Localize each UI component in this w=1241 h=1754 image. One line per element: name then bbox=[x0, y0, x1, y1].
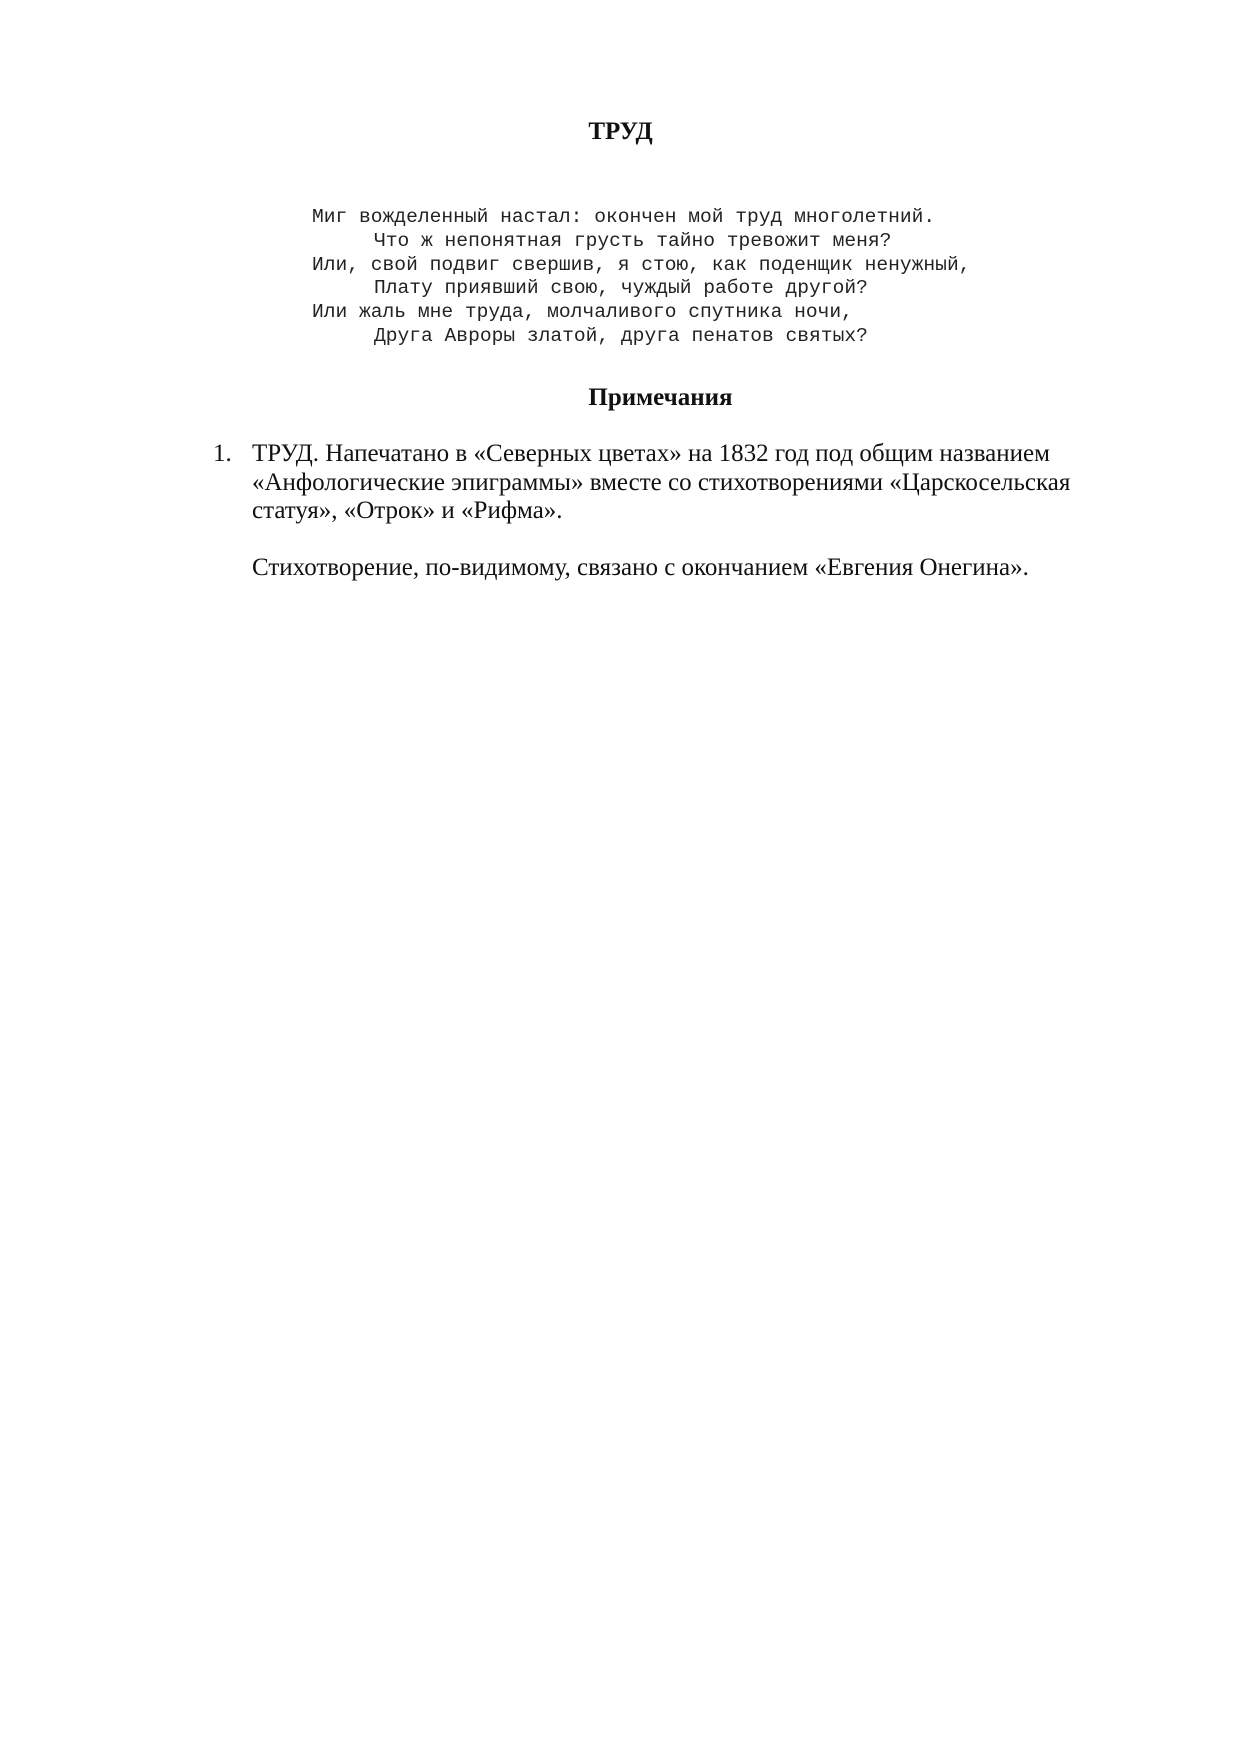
poem-line: Или жаль мне труда, молчаливого спутника ночи, bbox=[312, 301, 853, 324]
poem-line: Друга Авроры златой, друга пенатов святых? bbox=[374, 324, 868, 347]
poem-title: ТРУД bbox=[588, 118, 653, 145]
poem-line: Что ж непонятная грусть тайно тревожит меня? bbox=[374, 229, 892, 252]
poem-line: Плату приявший свою, чуждый работе другой? bbox=[374, 277, 868, 300]
notes-heading: Примечания bbox=[588, 384, 733, 411]
poem-block bbox=[312, 206, 970, 349]
note-number: 1. bbox=[213, 440, 232, 467]
notes-list bbox=[213, 440, 1093, 582]
note-paragraph: ТРУД. Напечатано в «Северных цветах» на 1832 год под общим названием «Анфологические эпиграммы» вместе со стихотворениями «Царскосельская статуя», «Отрок» и «Рифма». bbox=[252, 440, 1071, 524]
note-paragraph: Стихотворение, по-видимому, связано с окончанием «Евгения Онегина». bbox=[252, 553, 1029, 581]
poem-line: Или, свой подвиг свершив, я стою, как поденщик ненужный, bbox=[312, 253, 971, 276]
poem-line: Миг вожделенный настал: окончен мой труд многолетний. bbox=[312, 206, 936, 228]
note-item bbox=[213, 440, 1093, 582]
